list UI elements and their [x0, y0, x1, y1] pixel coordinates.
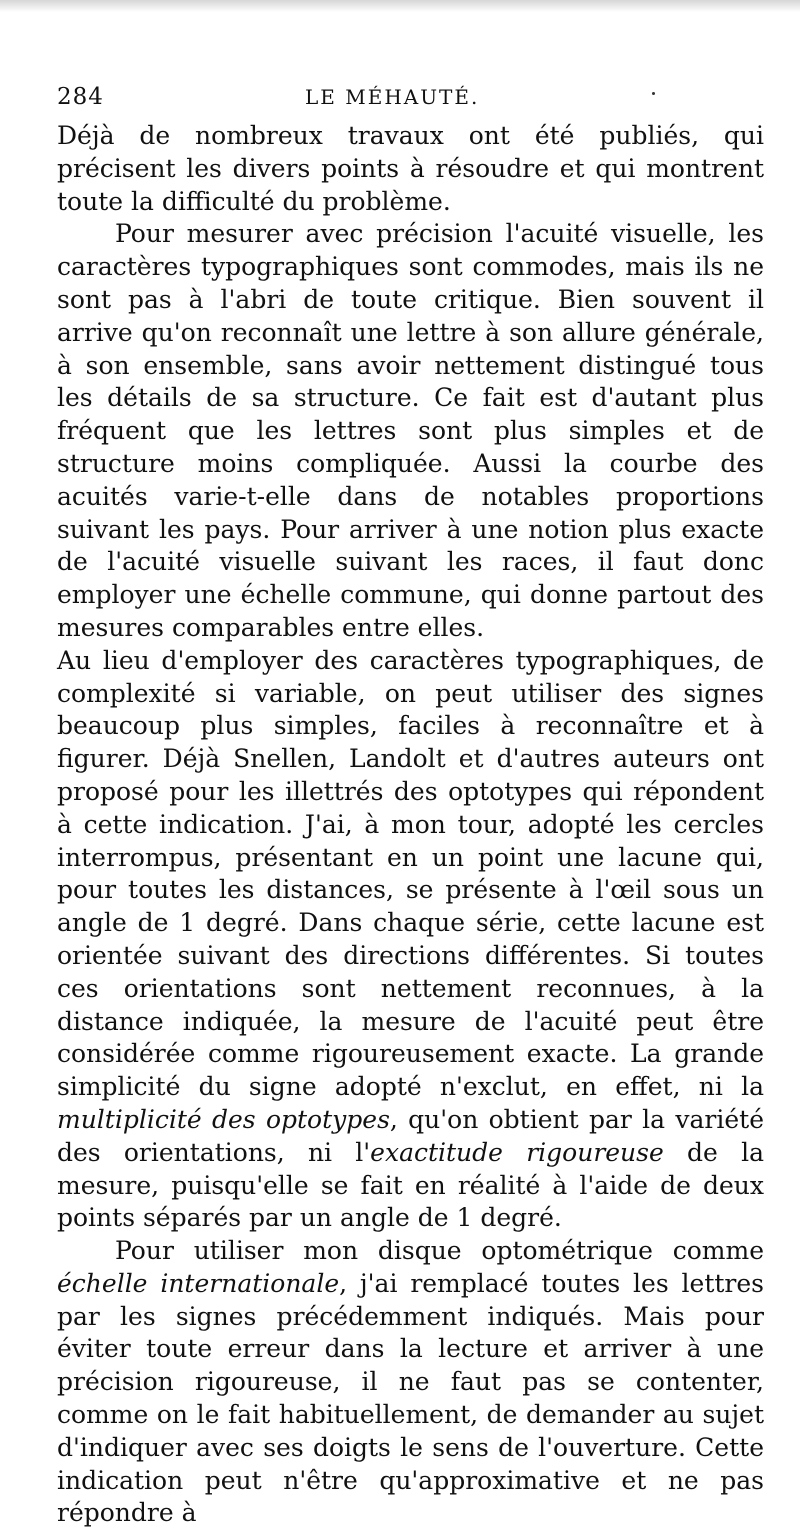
paragraph-1: [57, 120, 764, 218]
running-title: LE MÉHAUTÉ.: [305, 85, 480, 109]
page-number: 284: [57, 84, 104, 110]
paragraph-text: , qu'on obtient par la variété des orientations, ni l': [57, 1104, 764, 1167]
paragraph-text: Pour utiliser mon disque optométrique comme: [115, 1236, 764, 1266]
paragraph-4: [57, 1235, 764, 1530]
paragraph-text: de la mesure, puisqu'elle se fait en réalité à l'aide de deux points séparés par un angle de 1 degré.: [57, 1137, 765, 1233]
scan-speck: [652, 92, 655, 95]
paragraph-2: [57, 218, 764, 644]
paragraph-3: [57, 645, 764, 1235]
italic-phrase: échelle internationale: [57, 1268, 340, 1298]
paragraph-text: Au lieu d'employer des caractères typographiques, de complexité si variable, on peut utiliser des signes beaucoup plus simples, faciles à reconnaître et à figurer. Déjà Snellen, Landolt et d'autres auteurs ont proposé pour les illettrés des optotypes qui répondent à cette indication. J'ai, à mon tour, adopté les cercles interrompus, présentant en un point une lacune qui, pour toutes les distances, se présente à l'œil sous un angle de 1 degré. Dans chaque série, cette lacune est orientée suivant des directions différentes. Si toutes ces orientations sont nettement reconnues, à la distance indiquée, la mesure de l'acuité peut être considérée comme rigoureusement exacte. La grande simplicité du signe adopté n'exclut, en effet, ni la: [57, 645, 764, 1102]
italic-phrase: exactitude rigoureuse: [370, 1137, 664, 1167]
paragraph-text: , j'ai remplacé toutes les lettres par les signes précédemment indiqués. Mais pour éviter toute erreur dans la lecture et arriver à une précision rigoureuse, il ne faut pas se contenter, comme on le fait habituellement, de demander au sujet d'indiquer avec ses doigts le sens de l'ouverture. Cette indication peut n'être qu'approximative et ne pas répondre à: [57, 1268, 764, 1528]
italic-phrase: multiplicité des optotypes: [57, 1104, 390, 1134]
paragraph-text: Déjà de nombreux travaux ont été publiés, qui précisent les divers points à résoudre et qui montrent toute la difficulté du problème.: [57, 121, 764, 216]
scan-top-edge: [0, 0, 800, 12]
paragraph-text: Pour mesurer avec précision l'acuité visuelle, les caractères typographiques sont commodes, mais ils ne sont pas à l'abri de toute critique. Bien souvent il arrive qu'on reconnaît une lettre à son allure générale, à son ensemble, sans avoir nettement distingué tous les détails de sa structure. Ce fait est d'autant plus fréquent que les lettres sont plus simples et de structure moins compliquée. Aussi la courbe des acuités varie-t-elle dans de notables proportions suivant les pays. Pour arriver à une notion plus exacte de l'acuité visuelle suivant les races, il faut donc employer une échelle commune, qui donne partout des mesures comparables entre elles.: [57, 219, 764, 642]
page-header: [0, 84, 800, 114]
body-text: [57, 120, 764, 1530]
